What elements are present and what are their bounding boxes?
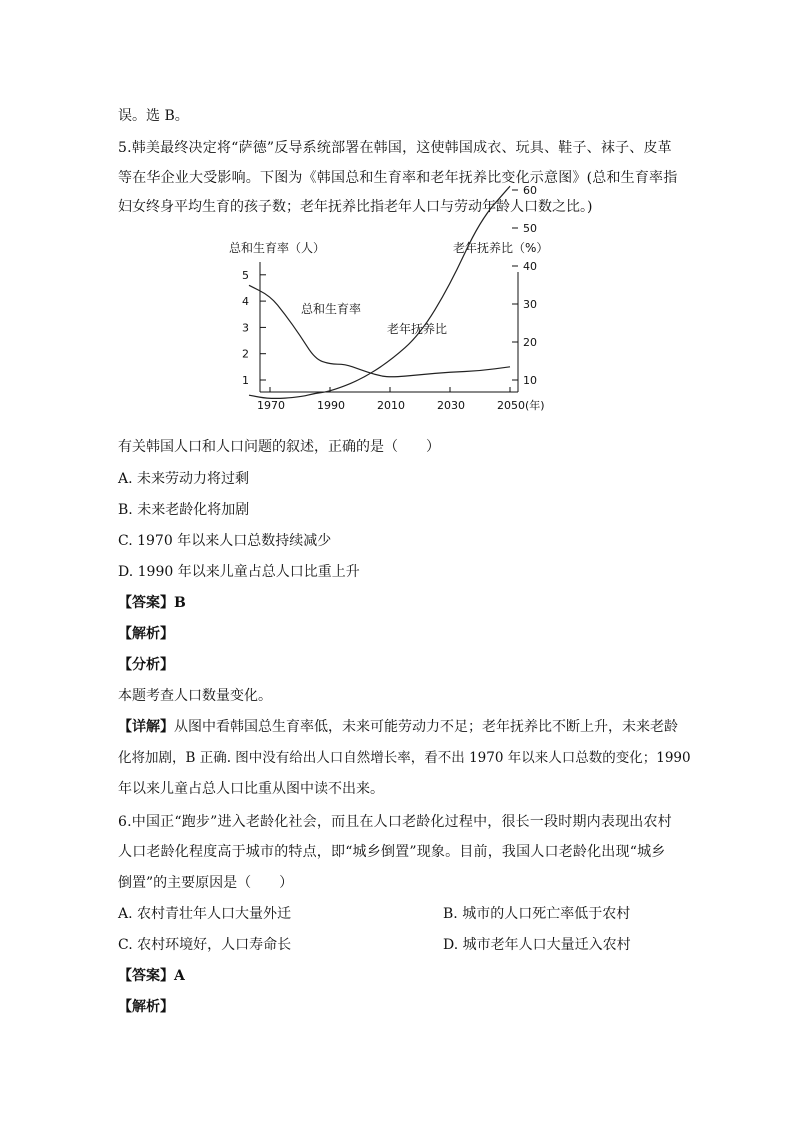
- right-tick-label: 40: [523, 260, 537, 273]
- q5-option-a: A. 未来劳动力将过剩: [118, 471, 250, 487]
- left-tick-label: 2: [242, 347, 249, 361]
- series-label-fertility: 总和生育率: [301, 302, 362, 316]
- q5-detail-line-2: 化将加剧，B 正确. 图中没有给出人口自然增长率，看不出 1970 年以来人口总数的变化；1990: [118, 750, 691, 766]
- right-tick-label: 30: [523, 298, 537, 311]
- q5-fenxi: 【分析】: [118, 657, 174, 673]
- x-tick-label: 1970: [257, 399, 285, 412]
- q6-answer: 【答案】A: [118, 968, 185, 984]
- q5-answer: 【答案】B: [118, 595, 186, 611]
- q6-option-d: D. 城市老年人口大量迁入农村: [443, 937, 631, 953]
- series-line-dependency: [249, 186, 510, 398]
- right-tick-label: 50: [523, 222, 537, 235]
- q6-jiexi: 【解析】: [118, 999, 174, 1015]
- q5-fenxi-text: 本题考查人口数量变化。: [118, 688, 272, 704]
- left-tick-label: 5: [242, 268, 249, 282]
- series-line-fertility: [249, 285, 510, 376]
- q6-line-1: 6.中国正“跑步”进入老龄化社会，而且在人口老龄化过程中，很长一段时期内表现出农村: [118, 814, 672, 830]
- right-tick-label: 10: [523, 374, 537, 387]
- q5-detail-tag: 【详解】: [118, 719, 174, 735]
- q6-option-a: A. 农村青壮年人口大量外迁: [118, 906, 292, 922]
- series-label-dependency: 老年抚养比: [387, 322, 448, 336]
- q5-line-1: 5.韩美最终决定将“萨德”反导系统部署在韩国，这使韩国成衣、玩具、鞋子、袜子、皮革: [118, 140, 672, 156]
- q5-stem: 有关韩国人口和人口问题的叙述，正确的是（ ）: [118, 439, 440, 455]
- left-tick-label: 1: [242, 374, 249, 387]
- q5-detail-line-3: 年以来儿童占总人口比重从图中读不出来。: [118, 781, 384, 797]
- doc-line-1: 误。选 B。: [118, 108, 189, 124]
- x-tick-label: 2050(年): [497, 399, 545, 412]
- q5-jiexi: 【解析】: [118, 626, 174, 642]
- right-axis-title: 老年抚养比（%）: [453, 241, 549, 255]
- left-tick-label: 3: [242, 321, 249, 335]
- right-tick-label: 20: [523, 336, 537, 349]
- q5-detail-line-1: [118, 717, 688, 737]
- q5-line-3: 妇女终身平均生育的孩子数；老年抚养比指老年人口与劳动年龄人口数之比。): [118, 199, 593, 215]
- left-axis-title: 总和生育率（人）: [229, 241, 326, 255]
- q5-option-c: C. 1970 年以来人口总数持续减少: [118, 533, 332, 549]
- x-tick-label: 2010: [377, 399, 405, 412]
- q6-option-b: B. 城市的人口死亡率低于农村: [443, 906, 631, 922]
- q5-option-b: B. 未来老龄化将加剧: [118, 502, 250, 518]
- q6-line-2: 人口老龄化程度高于城市的特点，即“城乡倒置”现象。目前，我国人口老龄化出现“城乡: [118, 844, 666, 860]
- q6-option-c: C. 农村环境好，人口寿命长: [118, 937, 292, 953]
- q5-detail-text-1: 从图中看韩国总生育率低，未来可能劳动力不足；老年抚养比不断上升，未来老龄: [174, 719, 678, 735]
- x-tick-label: 1990: [317, 399, 345, 412]
- left-tick-label: 4: [242, 295, 249, 309]
- q5-option-d: D. 1990 年以来儿童占总人口比重上升: [118, 564, 360, 580]
- x-tick-label: 2030: [437, 399, 465, 412]
- q5-line-2: 等在华企业大受影响。下图为《韩国总和生育率和老年抚养比变化示意图》(总和生育率指: [118, 170, 678, 186]
- q6-line-3: 倒置”的主要原因是（ ）: [118, 875, 294, 891]
- right-tick-label: 60: [523, 184, 537, 197]
